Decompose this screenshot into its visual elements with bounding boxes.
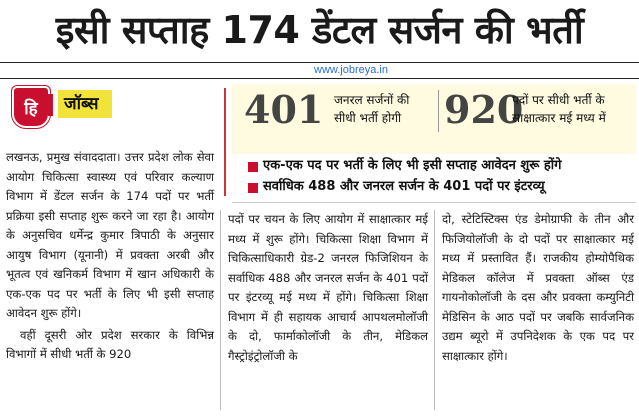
bullet-point-2: सर्वाधिक 488 और जनरल सर्जन के 401 पदों पर इंटरव्यू [263,179,545,194]
bullet-square-icon [248,162,258,172]
article-column-2 [228,210,428,366]
stat-label-interviews-line1: पदों पर सीधी भर्ती के [512,93,605,107]
section-label: जॉब्स [58,90,112,118]
stat-label-interviews-line2: साक्षात्कार मई मध्य में [512,111,606,125]
article-paragraph: दो, स्टेटिस्टिक्स एंड डेमोग्राफी के तीन और फिजियोलॉजी के दो पदों पर साक्षात्कार मई मध्य में प्रस्तावित हैं। राजकीय होम्योपैथिक मेडिकल कॉलेज में प्रवक्ता ऑब्स एंड गायनोकोलॉजी के दस और प्रवक्ता कम्युनिटी मेडिसिन के आठ पदों पर जबकि सार्वजनिक उद्यम ब्यूरो में उपनिदेशक के एक पद पर साक्षात्कार होंगे। [442,212,634,363]
article-paragraph: लखनऊ, प्रमुख संवाददाता। उत्तर प्रदेश लोक सेवा आयोग चिकित्सा स्वास्थ्य एवं परिवार कल्याण विभाग में डेंटल सर्जन के 174 पदों पर भर्ती प्रक्रिया इसी सप्ताह शुरू करने जा रहा है। आयोग के अनुसचिव धर्मेन्द्र कुमार त्रिपाठी के अनुसार आयुष विभाग (यूनानी) में प्रवक्ता अरबी और भूतत्व एवं खनिकर्म विभाग में खान अधिकारी के एक-एक पद पर भर्ती के लिए भी इसी सप्ताह आवेदन शुरू होंगे। [6,150,214,320]
logo-accent-bar [48,94,53,116]
column-divider [434,210,435,410]
article-paragraph: वहीं दूसरी ओर प्रदेश सरकार के विभिन्न विभागों में सीधी भर्ती के 920 [6,327,214,361]
bullet-square-icon [248,183,258,193]
article-column-3 [442,210,634,366]
stat-number-general-surgeons: 401 [244,87,324,132]
bullet-point-1: एक-एक पद पर भर्ती के लिए भी इसी सप्ताह आवेदन शुरू होंगे [263,158,562,173]
header-divider [0,78,639,79]
article-column-1 [6,148,214,365]
logo-letter: हि [24,99,38,119]
logo-shield-icon [12,86,50,128]
highlight-side-rule [224,88,226,196]
stat-divider [438,90,439,132]
site-watermark: www.jobreya.in [314,64,388,76]
headline-divider [0,62,639,63]
article-paragraph: पदों पर चयन के लिए आयोग में साक्षात्कार मई मध्य में शुरू होंगे। चिकित्सा शिक्षा विभाग में चिकित्साधिकारी ग्रेड-2 जनरल फिजिशियन के सर्वाधिक 488 और जनरल सर्जन के 401 पदों पर इंटरव्यू मई मध्य में होंगे। चिकित्सा शिक्षा विभाग में ही सहायक आचार्य आपथलमोलॉजी के दो, फार्माकोलॉजी के तीन, मेडिकल गैस्ट्रोइंट्रोलॉजी के [228,212,428,363]
column-divider [220,210,221,410]
panel-bottom-rule [232,202,636,203]
stat-label-general-surgeons-line2: सीधी भर्ती होगी [334,111,402,125]
stat-number-interviews: 920 [444,87,524,132]
stat-label-general-surgeons-line1: जनरल सर्जनों की [334,93,410,107]
headline: इसी सप्ताह 174 डेंटल सर्जन की भर्ती [55,8,584,52]
